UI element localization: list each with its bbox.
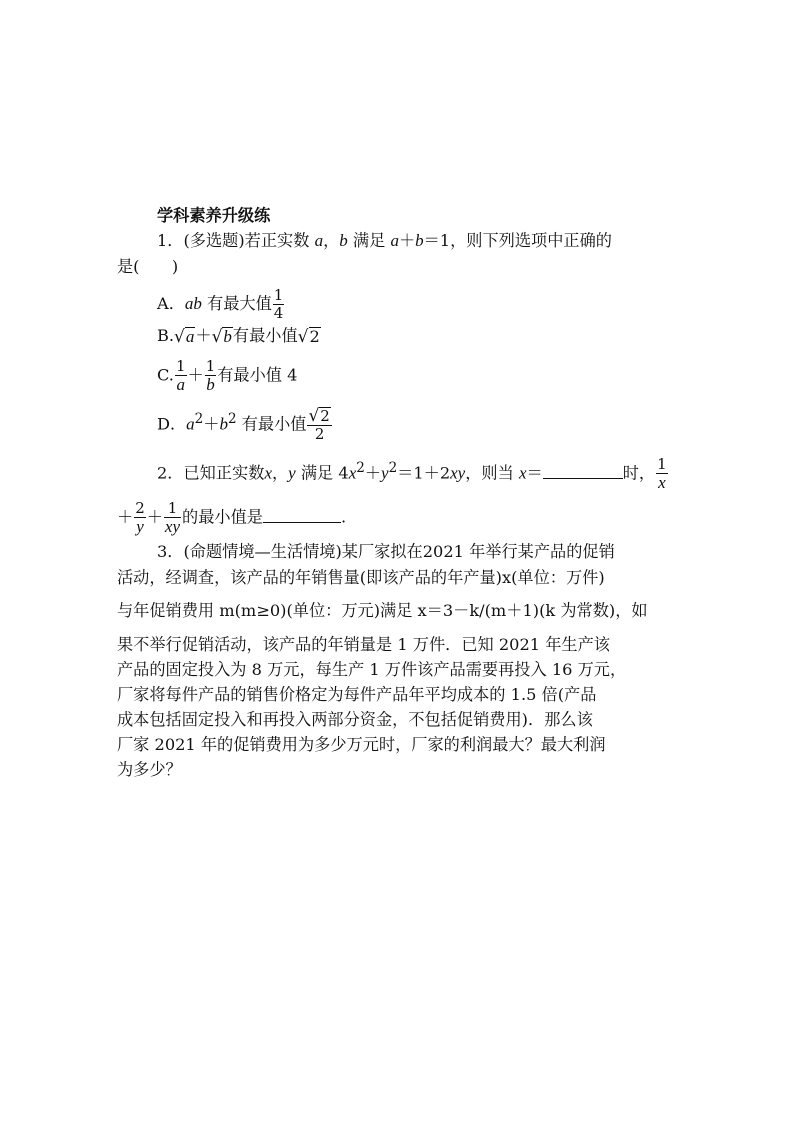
q3-line3: 与年促销费用 m(m≥0)(单位：万元)满足 x＝3－k/(m＋1)(k 为常数)，如	[117, 601, 648, 620]
q3-line9: 为多少？	[117, 760, 182, 779]
q3-line1: 3．(命题情境—生活情境)某厂家拟在2021 年举行某产品的促销	[157, 542, 615, 561]
answer-blank[interactable]	[543, 462, 623, 479]
section-title: 学科素养升级练	[157, 206, 271, 225]
q3-line6: 厂家将每件产品的销售价格定为每件产品年平均成本的 1.5 倍(产品	[117, 685, 597, 704]
q1-option-c: C. $\frac{1}{a}$ ＋ $\frac{1}{b}$ 有最小值 4	[157, 357, 298, 394]
q1-option-d: D．$a^2+b^2$ 有最小值 $\frac{√2}{2}$	[157, 406, 330, 443]
q1-option-a: A．ab 有最大值 $\frac{1}{4}$	[157, 286, 284, 322]
q2-line2: ＋ $\frac{2}{y}$ ＋ $\frac{1}{xy}$ 的最小值是 .	[117, 499, 347, 536]
q1-option-b: B.√a＋√b有最小值√2	[157, 326, 320, 347]
q1-stem-line2: 是( )	[117, 257, 179, 276]
q3-line7: 成本包括固定投入和再投入两部分资金，不包括促销费用)．那么该	[117, 710, 593, 729]
q1-stem-line1: 1．(多选题)若正实数 a，b 满足 a＋b＝1，则下列选项中正确的	[157, 231, 612, 250]
q3-line8: 厂家 2021 年的促销费用为多少万元时，厂家的利润最大？最大利润	[117, 735, 606, 754]
q2-line1: 2．已知正实数x，y 满足 $4x^2+y^2=1+2xy$，则当 x＝ 时， $\frac{1}{x}$	[157, 455, 667, 492]
q3-line4: 果不举行促销活动，该产品的年销量是 1 万件．已知 2021 年生产该	[117, 635, 610, 654]
answer-blank[interactable]	[263, 506, 341, 523]
q3-line5: 产品的固定投入为 8 万元，每生产 1 万件该产品需要再投入 16 万元，	[117, 660, 627, 679]
q3-line2: 活动，经调查，该产品的年销售量(即该产品的年产量)x(单位：万件)	[117, 568, 605, 587]
fraction: $\frac{1}{4}$	[273, 286, 284, 322]
